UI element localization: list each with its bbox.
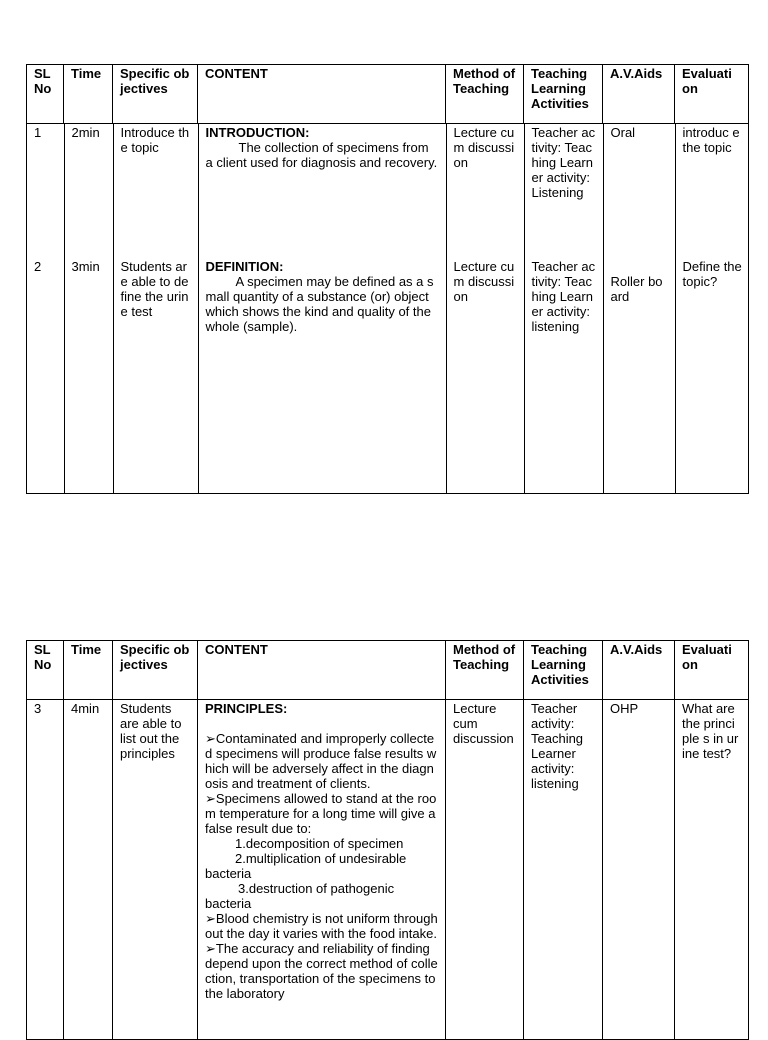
- activities-cell: Teacher activity: Teaching Learner activity: listening: [524, 258, 603, 493]
- lesson-plan-table-1: [26, 64, 749, 494]
- table-header-row: [27, 65, 749, 124]
- sub-point: 3.destruction of pathogenic: [238, 881, 395, 896]
- table-row: [27, 124, 749, 494]
- objective-cell: Students are able to define the urine test: [113, 258, 198, 493]
- principle-bullet: ➢Specimens allowed to stand at the room temperature for a long time will give a false result due to:: [205, 791, 437, 836]
- sub-point: 1.decomposition of specimen: [235, 836, 404, 851]
- evaluation-cell: Define the topic?: [682, 259, 742, 289]
- av-aid-cell: Oral: [603, 124, 675, 258]
- section-title: PRINCIPLES:: [205, 701, 288, 716]
- principle-bullet: ➢Contaminated and improperly collected specimens will produce false results which will be adversely affect in the diagnosis and treatment of clients.: [205, 731, 437, 791]
- header-time: Time: [64, 641, 113, 700]
- header-activities: Teaching Learning Activities: [524, 65, 603, 124]
- sl-cell: 2: [27, 258, 64, 493]
- lesson-plan-table-2: [26, 640, 749, 1040]
- header-content: CONTENT: [198, 641, 446, 700]
- header-content: CONTENT: [198, 65, 446, 124]
- section-title: DEFINITION:: [205, 259, 284, 274]
- sub-point-cont: bacteria: [205, 866, 252, 881]
- time-cell: 2min: [64, 124, 113, 258]
- activities-cell: Teacher activity: Teaching Learner activity: listening: [524, 700, 603, 1040]
- header-activities: Teaching Learning Activities: [524, 641, 603, 700]
- av-aid-cell: OHP: [603, 700, 675, 1040]
- method-cell: Lecture cum discussion: [446, 700, 524, 1040]
- principle-bullet: ➢The accuracy and reliability of finding depend upon the correct method of collection, transportation of the specimens to the laboratory: [205, 941, 438, 1001]
- table-header-row: [27, 641, 749, 700]
- header-specific-objectives: Specific objectives: [113, 65, 198, 124]
- content-cell: [198, 700, 446, 1040]
- header-evaluation: Evaluati on: [675, 65, 749, 124]
- header-time: Time: [64, 65, 113, 124]
- sl-cell: 3: [27, 700, 64, 1040]
- objective-cell: Students are able to list out the principles: [113, 700, 198, 1040]
- header-sl-no: SL No: [27, 65, 64, 124]
- spacer: [205, 716, 438, 731]
- method-cell: Lecture cum discussion: [446, 124, 524, 258]
- header-specific-objectives: Specific objectives: [113, 641, 198, 700]
- method-cell: Lecture cum discussion: [446, 258, 524, 493]
- header-method: Method of Teaching: [446, 641, 524, 700]
- time-cell: 4min: [64, 700, 113, 1040]
- table-row: [27, 700, 749, 1040]
- section-body: The collection of specimens from a client used for diagnosis and recovery.: [205, 140, 438, 170]
- header-evaluation: Evaluati on: [675, 641, 749, 700]
- header-av-aids: A.V.Aids: [603, 641, 675, 700]
- content-cell: [198, 258, 446, 493]
- section-body: A specimen may be defined as a small quantity of a substance (or) object which shows the kind and quality of the whole (sample).: [205, 274, 434, 334]
- header-method: Method of Teaching: [446, 65, 524, 124]
- section-title: INTRODUCTION:: [205, 125, 310, 140]
- evaluation-cell: What are the principle s in urine test?: [675, 700, 749, 1040]
- av-aid-cell: Roller board: [603, 258, 675, 493]
- sub-point: 2.multiplication of undesirable: [235, 851, 407, 866]
- principle-bullet: ➢Blood chemistry is not uniform throughout the day it varies with the food intake.: [205, 911, 438, 941]
- time-cell: 3min: [64, 258, 113, 493]
- sub-point-cont: bacteria: [205, 896, 252, 911]
- content-cell: [198, 124, 446, 258]
- objective-cell: Introduce the topic: [113, 124, 198, 258]
- sl-cell: 1: [27, 124, 64, 258]
- evaluation-cell: introduc e the topic: [682, 125, 740, 155]
- header-sl-no: SL No: [27, 641, 64, 700]
- activities-cell: Teacher activity: Teaching Learner activity: Listening: [524, 124, 603, 258]
- header-av-aids: A.V.Aids: [603, 65, 675, 124]
